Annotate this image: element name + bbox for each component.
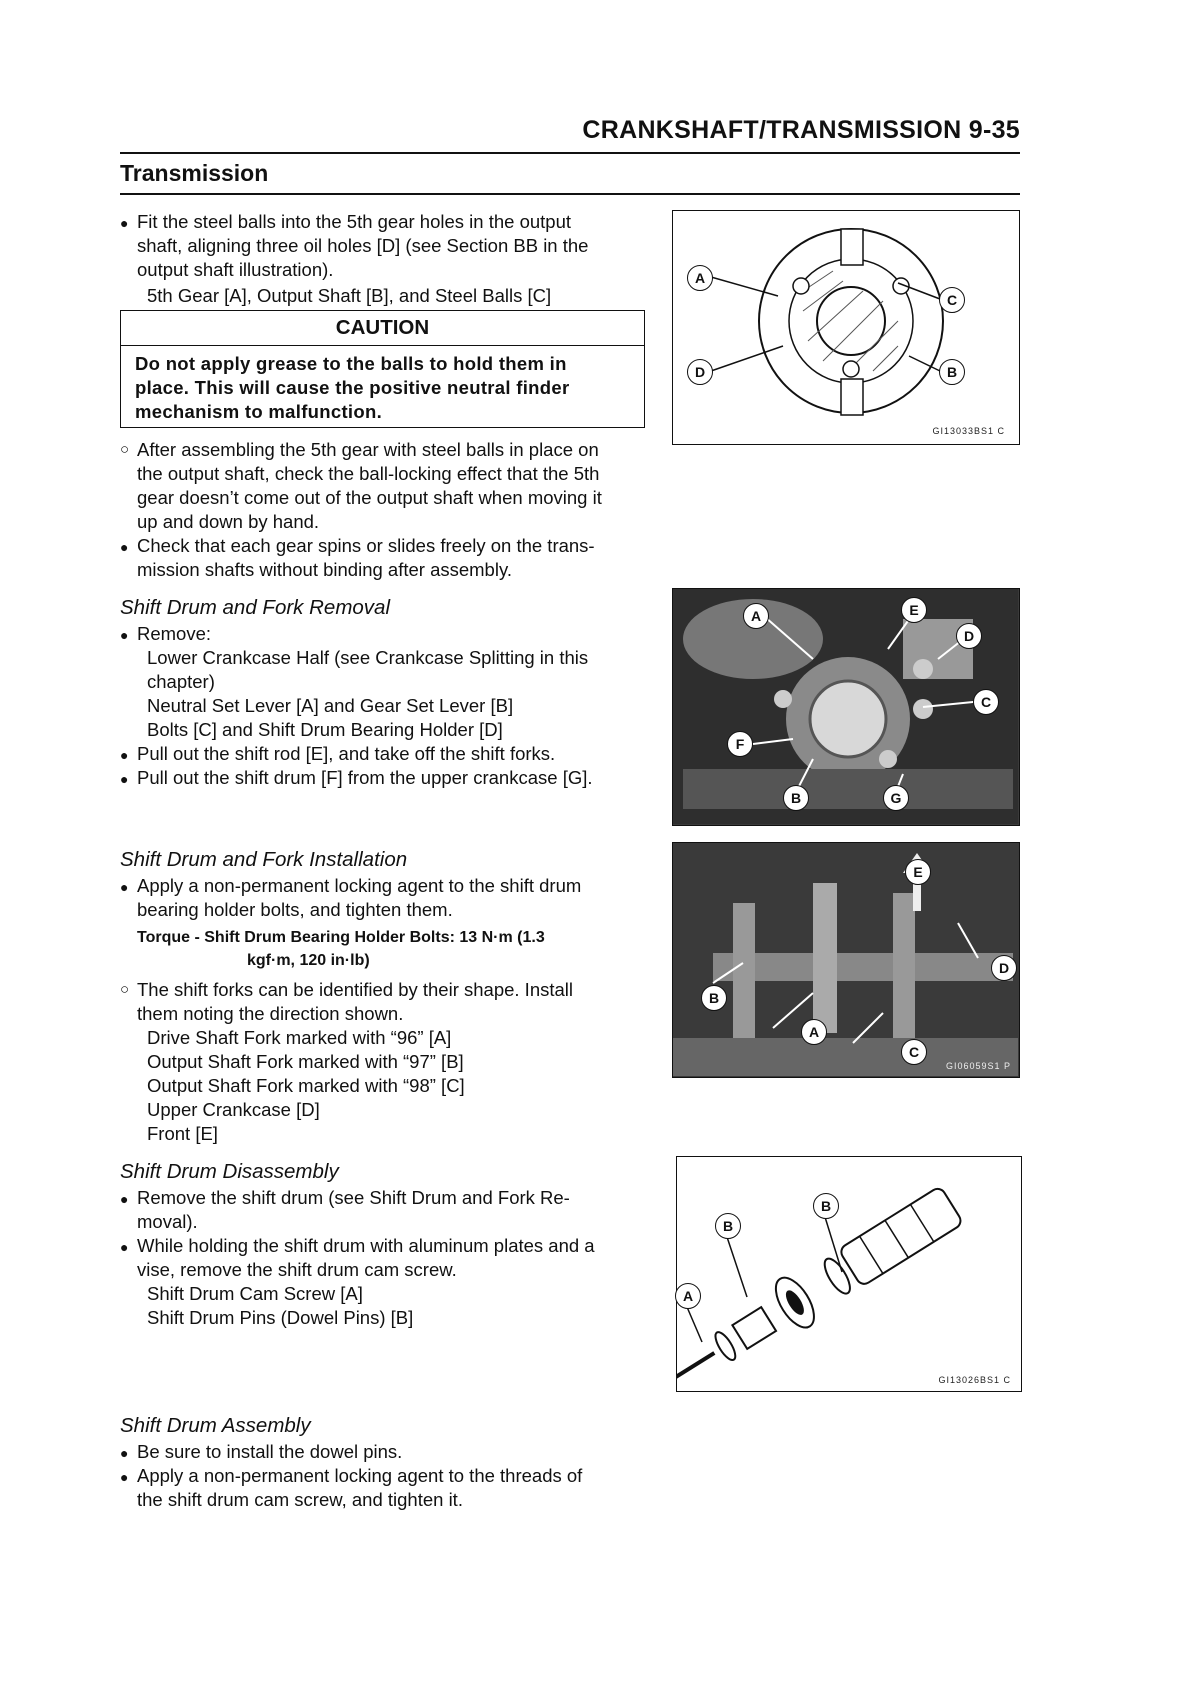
header-rule	[120, 152, 1020, 154]
label-d: D	[991, 955, 1017, 981]
label-d: D	[687, 359, 713, 385]
label-e: E	[905, 859, 931, 885]
removal-bullet-1: ● Remove:	[137, 622, 211, 646]
assembly-bullet-2: ● Apply a non-permanent locking agent to the threads of the shift drum cam screw, and tighten it.	[137, 1464, 647, 1512]
removal-title: Shift Drum and Fork Removal	[120, 596, 391, 619]
disassembly-bullet-2: ● While holding the shift drum with aluminum plates and a vise, remove the shift drum cam screw.	[137, 1234, 647, 1282]
torque-spec: Torque - Shift Drum Bearing Holder Bolts: 13 N·m (1.3 kgf·m, 120 in·lb)	[137, 929, 545, 969]
removal-items: Lower Crankcase Half (see Crankcase Splitting in this chapter) Neutral Set Lever [A] and Gear Set Lever [B] Bolts [C] and Shift Drum Bearing Holder [D]	[147, 647, 589, 740]
shift-forks-photo	[672, 842, 1020, 1078]
gear-cross-section-drawing	[673, 211, 1018, 443]
label-a: A	[801, 1019, 827, 1045]
installation-bullet: ● Apply a non-permanent locking agent to the shift drum bearing holder bolts, and tighten them.	[137, 874, 647, 922]
installation-items: Drive Shaft Fork marked with “96” [A] Output Shaft Fork marked with “97” [B] Output Shaft Fork marked with “98” [C] Upper Crankcase [D] Front [E]	[147, 1027, 465, 1144]
installation-note: ○ The shift forks can be identified by their shape. Install them noting the direction shown.	[137, 978, 647, 1026]
intro-bullet: ● Fit the steel balls into the 5th gear holes in the output shaft, aligning three oil holes [D] (see Section BB in the output shaft illustration).	[137, 210, 647, 282]
check-bullet: ● Check that each gear spins or slides freely on the trans- mission shafts without binding after assembly.	[137, 534, 647, 582]
disassembly-title: Shift Drum Disassembly	[120, 1160, 339, 1183]
intro-legend: 5th Gear [A], Output Shaft [B], and Steel Balls [C]	[147, 285, 552, 306]
label-b-upper: B	[813, 1193, 839, 1219]
disassembly-bullet-1: ● Remove the shift drum (see Shift Drum and Fork Re- moval).	[137, 1186, 647, 1234]
shift-fork-photo-drawing	[673, 843, 1018, 1076]
label-c: C	[901, 1039, 927, 1065]
shift-drum-exploded-figure	[676, 1156, 1022, 1392]
label-b: B	[783, 785, 809, 811]
section-title: Transmission	[120, 160, 269, 186]
label-c: C	[939, 287, 965, 313]
label-b: B	[939, 359, 965, 385]
shift-drum-removal-photo	[672, 588, 1020, 826]
assembly-bullet-1: ● Be sure to install the dowel pins.	[137, 1440, 402, 1464]
after-note: ○ After assembling the 5th gear with steel balls in place on the output shaft, check the ball-locking effect that the 5th gear doesn’t come out of the output shaft when moving it up and down by hand.	[137, 438, 647, 534]
installation-title: Shift Drum and Fork Installation	[120, 848, 408, 871]
removal-bullet-3: ● Pull out the shift drum [F] from the upper crankcase [G].	[137, 766, 593, 790]
label-b-lower: B	[715, 1213, 741, 1239]
caution-text: Do not apply grease to the balls to hold them in place. This will cause the positive neutral finder mechanism to malfunction.	[135, 353, 570, 422]
label-a: A	[743, 603, 769, 629]
gear-balls-figure	[672, 210, 1020, 445]
assembly-title: Shift Drum Assembly	[120, 1414, 311, 1437]
figure-code: GI13033BS1 C	[932, 426, 1005, 436]
caution-box	[120, 310, 645, 428]
label-d: D	[956, 623, 982, 649]
label-a: A	[687, 265, 713, 291]
label-g: G	[883, 785, 909, 811]
figure-code: GI06059S1 P	[945, 1061, 1011, 1071]
label-c: C	[973, 689, 999, 715]
label-a: A	[675, 1283, 701, 1309]
figure-code: GI13026BS1 C	[938, 1375, 1011, 1385]
label-f: F	[727, 731, 753, 757]
removal-bullet-2: ● Pull out the shift rod [E], and take off the shift forks.	[137, 742, 555, 766]
caution-title: CAUTION	[121, 311, 644, 346]
shift-drum-exploded-drawing	[677, 1157, 1020, 1390]
label-b: B	[701, 985, 727, 1011]
section-rule	[120, 193, 1020, 195]
label-e: E	[901, 597, 927, 623]
disassembly-items: Shift Drum Cam Screw [A] Shift Drum Pins (Dowel Pins) [B]	[147, 1283, 414, 1328]
running-head: CRANKSHAFT/TRANSMISSION 9-35	[582, 116, 1020, 144]
